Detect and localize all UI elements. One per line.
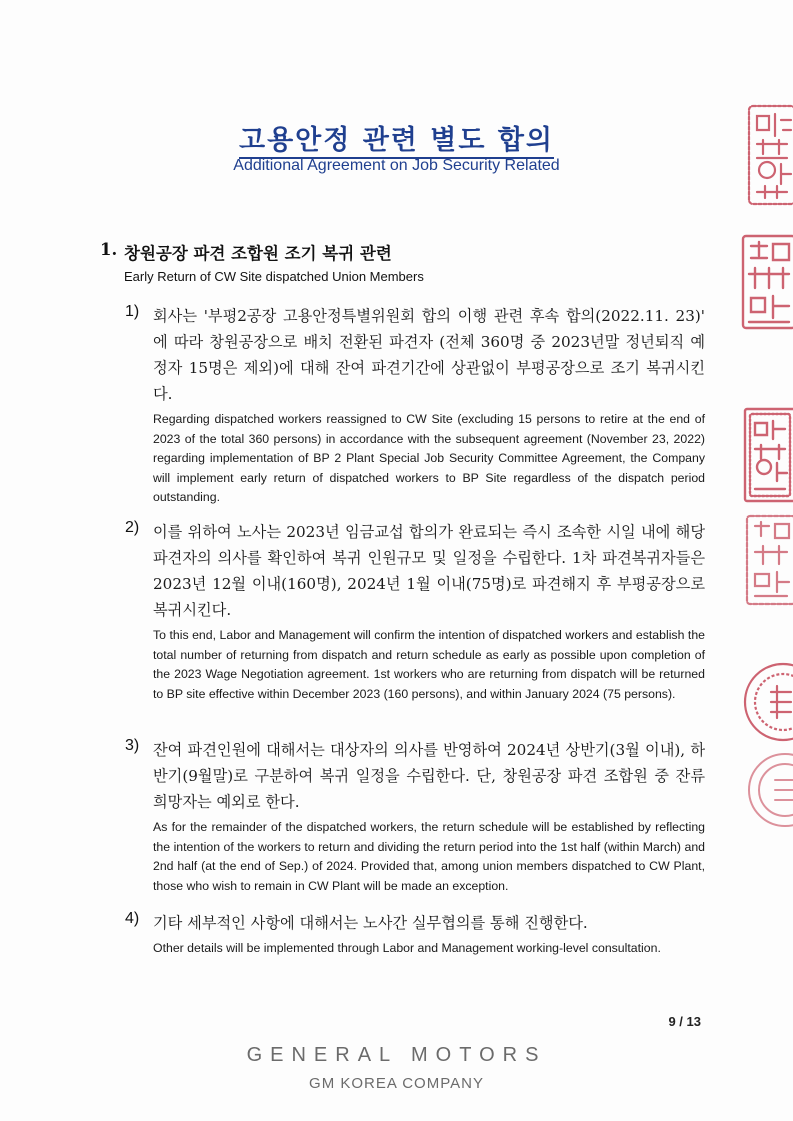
list-item — [125, 303, 705, 508]
company-seal-stamp-icon — [741, 660, 793, 744]
section-heading-ko: 창원공장 파견 조합원 조기 복귀 관련 — [124, 244, 392, 263]
item-text-en: To this end, Labor and Management will confirm the intention of dispatched workers and establish the total number of returning from dispatch and return schedule as early as possible upon completion of the 2023 Wage Negotiation agreement. 1st workers who are returning from dispatch will be returned to BP site effective within December 2023 (160 persons), and within January 2024 (75 persons). — [153, 628, 705, 701]
document-subtitle: Additional Agreement on Job Security Related — [233, 157, 560, 174]
document-title — [0, 118, 793, 157]
item-number: 4) — [125, 910, 140, 927]
page-number: 9 / 13 — [668, 1014, 701, 1029]
item-text-en: Other details will be implemented through Labor and Management working-level consultation. — [153, 941, 661, 955]
document-title-text: 고용안정 관련 별도 합의 — [239, 125, 554, 159]
list-item — [125, 910, 705, 959]
item-number: 1) — [125, 303, 140, 320]
section-heading-en: Early Return of CW Site dispatched Union Members — [124, 269, 424, 284]
item-text-ko: 이를 위하여 노사는 2023년 임금교섭 합의가 완료되는 즉시 조속한 시일 내에 해당 파견자의 의사를 확인하여 복귀 인원규모 및 일정을 수립한다. 1차 파견복귀자들은 2023년 12월 이내(160명), 2024년 1월 이내(75명)로 파견해지 후 부평공장으로 복귀시킨다. — [153, 523, 705, 619]
item-body — [153, 910, 705, 959]
item-number: 3) — [125, 737, 140, 754]
item-number: 2) — [125, 519, 140, 536]
seal-stamp-icon — [741, 405, 793, 505]
item-body — [153, 303, 705, 508]
item-text-ko: 회사는 '부평2공장 고용안정특별위원회 합의 이행 관련 후속 합의(2022.11. 23)' 에 따라 창원공장으로 배치 전환된 파견자 (전체 360명 중 2023년말 정년퇴직 예정자 15명은 제외)에 대해 잔여 파견기간에 상관없이 부평공장으로 조기 복귀시킨다. — [153, 307, 705, 403]
item-text-en: Regarding dispatched workers reassigned to CW Site (excluding 15 persons to retire at the end of 2023 of the total 360 persons) in accordance with the subsequent agreement (November 23, 2022) regarding implementation of BP 2 Plant Special Job Security Committee Agreement, the Company will implement early return of dispatched workers to BP Site regardless of the dispatch period outstanding. — [153, 412, 705, 504]
seal-stamp-icon — [739, 232, 793, 332]
section-number: 1. — [100, 240, 118, 259]
item-body — [153, 519, 705, 704]
seal-stamp-icon — [745, 100, 793, 210]
item-text-ko: 기타 세부적인 사항에 대해서는 노사간 실무협의를 통해 진행한다. — [153, 914, 588, 932]
item-body — [153, 737, 705, 896]
item-text-en: As for the remainder of the dispatched workers, the return schedule will be established by reflecting the intention of the workers to return and dividing the return period into the 1st half (within March) and 2nd half (at the end of Sep.) of 2024. Provided that, among union members dispatched to CW Plant, those who wish to remain in CW Plant will be made an exception. — [153, 820, 705, 893]
item-text-ko: 잔여 파견인원에 대해서는 대상자의 의사를 반영하여 2024년 상반기(3월 이내), 하반기(9월말)로 구분하여 복귀 일정을 수립한다. 단, 창원공장 파견 조합원 중 잔류 희망자는 예외로 한다. — [153, 741, 705, 811]
list-item — [125, 737, 705, 896]
seal-stamp-icon — [743, 512, 793, 608]
company-seal-stamp-icon — [745, 750, 793, 830]
section-heading — [100, 240, 720, 264]
footer-company: GM KOREA COMPANY — [309, 1075, 484, 1092]
list-item — [125, 519, 705, 704]
section-1 — [100, 240, 720, 284]
footer-brand: GENERAL MOTORS — [246, 1044, 547, 1066]
